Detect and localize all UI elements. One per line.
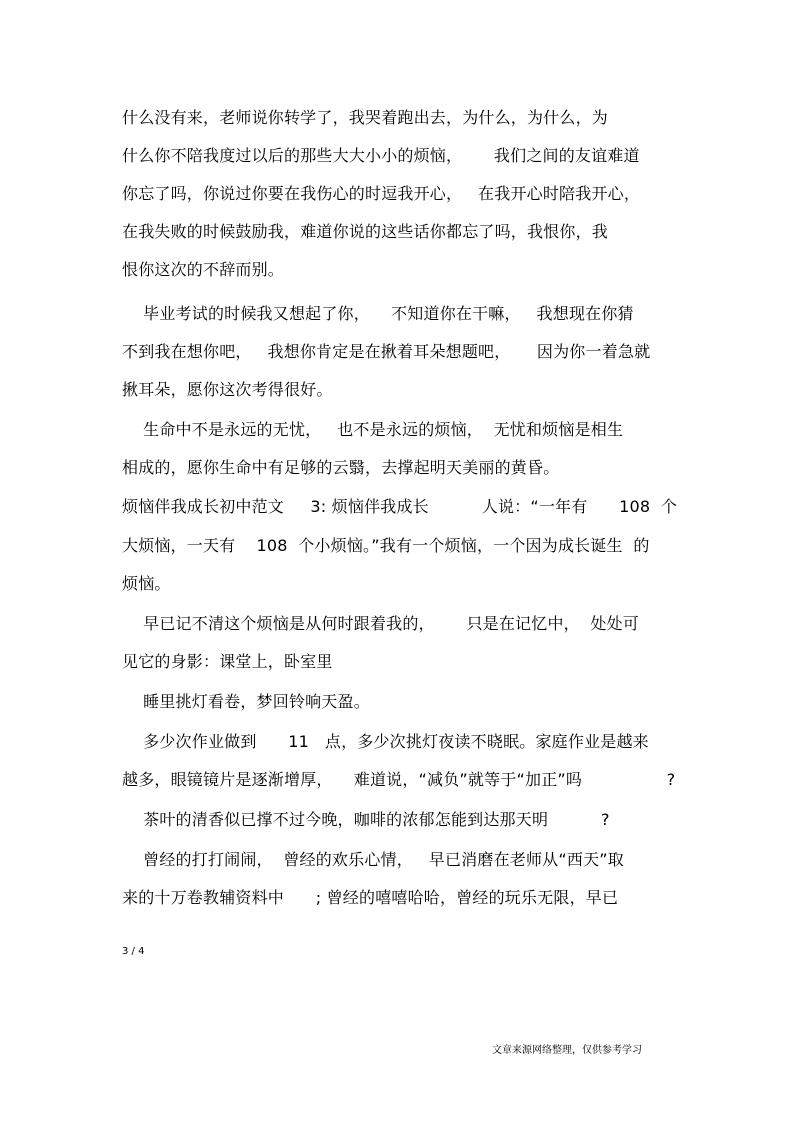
text-line: 毕业考试的时候我又想起了你， 不知道你在干嘛， 我想现在你猜 [122, 304, 634, 323]
text-line: 在我失败的时候鼓励我，难道你说的这些话你都忘了吗，我恨你，我 [122, 222, 609, 241]
text-line: 早已记不清这个烦恼是从何时跟着我的， 只是在记忆中， 处处可 [122, 614, 640, 633]
text-line: 揪耳朵，愿你这次考得很好。 [122, 380, 333, 399]
text-line: 烦恼。 [122, 574, 171, 593]
text-line: 大烦恼，一天有 108 个小烦恼。”我有一个烦恼，一个因为成长诞生 的 [122, 536, 650, 555]
text-line: 恨你这次的不辞而别。 [122, 260, 285, 279]
text-line: 你忘了吗，你说过你要在我伤心的时逗我开心， 在我开心时陪我开心， [122, 184, 641, 203]
text-line: 不到我在想你吧， 我想你肯定是在揪着耳朵想题吧， 因为你一着急就 [122, 342, 651, 361]
text-line: 多少次作业做到 11 点，多少次挑灯夜读不晓眠。家庭作业是越来 [122, 732, 649, 751]
footer-note: 文章来源网络整理，仅供参考学习 [492, 1045, 642, 1056]
page-number: 3 / 4 [122, 946, 145, 957]
text-line: 什么没有来，老师说你转学了，我哭着跑出去，为什么，为什么，为 [122, 108, 609, 127]
text-line: 相成的，愿你生命中有足够的云翳，去撑起明天美丽的黄昏。 [122, 458, 560, 477]
text-line: 生命中不是永远的无忧， 也不是永远的烦恼， 无忧和烦恼是相生 [122, 420, 624, 439]
text-line: 曾经的打打闹闹， 曾经的欢乐心情， 早已消磨在老师从“西天”取 [122, 850, 624, 869]
text-line: 烦恼伴我成长初中范文 3: 烦恼伴我成长 人说：“一年有 108 个 [122, 497, 678, 516]
text-line: 什么你不陪我度过以后的那些大大小小的烦恼， 我们之间的友谊难道 [122, 146, 640, 165]
text-line: 睡里挑灯看卷，梦回铃响天盈。 [122, 692, 370, 711]
text-line: 见它的身影：课堂上，卧室里 [122, 652, 333, 671]
text-line: 来的十万卷教辅资料中 ; 曾经的嘻嘻哈哈，曾经的玩乐无限，早已 [122, 888, 619, 907]
text-line: 越多，眼镜镜片是逐渐增厚， 难道说，“减负”就等于“加正”吗 ? [122, 770, 676, 789]
text-line: 茶叶的清香似已撑不过今晚，咖啡的浓郁怎能到达那天明 ? [122, 810, 610, 829]
